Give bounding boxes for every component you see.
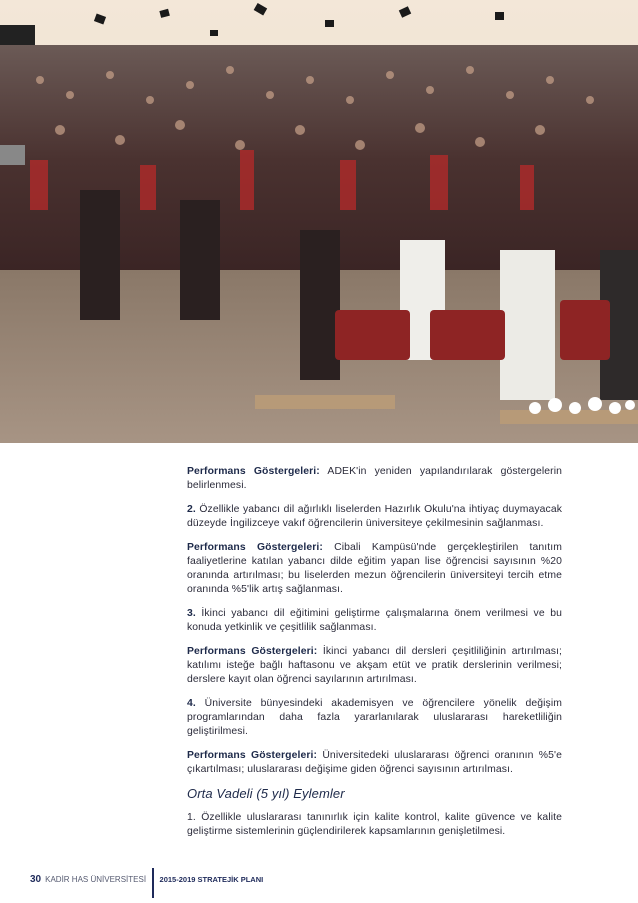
paragraph-lead: Performans Göstergeleri: bbox=[187, 542, 323, 553]
paragraph-lead: Performans Göstergeleri: bbox=[187, 466, 320, 477]
ceremony-photo bbox=[0, 0, 638, 443]
paragraph-text: İkinci yabancı dil dersleri çeşitliliğinin artırılması; katılımı isteğe bağlı haftasonu ve akşam etüt ve pratik derslerinin verilmesi; derslere kayıt olan öğrenci sayılarının artırılması. bbox=[187, 646, 562, 685]
page-number: 30 bbox=[30, 873, 42, 885]
paragraph-text: Cibali Kampüsü'nde gerçekleştirilen tanıtım faaliyetlerine katılan yabancı dilde eğitim yapan lise öğrencisi sayısının %20 oranında artırılması; bu liselerden mezun öğrencilerin üniversiteyi tercih etme oranında %5'lik artış sağlanması. bbox=[187, 542, 562, 595]
graduation-ceremony-image bbox=[0, 0, 638, 443]
final-paragraph: 1. Özellikle uluslararası tanınırlık için kalite kontrol, kalite güvence ve kalite geliştirme sistemlerinin güçlendirilerek kapsamlarının genişletilmesi. bbox=[187, 812, 562, 837]
paragraph-1 bbox=[187, 465, 562, 493]
paragraph-lead: Performans Göstergeleri: bbox=[187, 646, 318, 657]
paragraph-5 bbox=[187, 645, 562, 687]
paragraph-lead: Performans Göstergeleri: bbox=[187, 750, 318, 761]
university-name: KADİR HAS ÜNİVERSİTESİ bbox=[45, 874, 147, 884]
section-heading: Orta Vadeli (5 yıl) Eylemler bbox=[187, 786, 345, 801]
body-text bbox=[187, 465, 562, 849]
paragraph-lead: 2. bbox=[187, 504, 196, 515]
paragraph-4 bbox=[187, 607, 562, 635]
paragraph-text: ADEK'in yeniden yapılandırılarak göstergelerin belirlenmesi. bbox=[187, 466, 562, 491]
paragraph-text: Özellikle yabancı dil ağırlıklı liselerden Hazırlık Okulu'na ihtiyaç duymayacak düzeyde İngilizceye vakıf öğrencilerin üniversiteye çekilmesinin sağlanması. bbox=[187, 504, 562, 529]
plan-title: 2015-2019 STRATEJİK PLANI bbox=[159, 874, 264, 884]
paragraph-3 bbox=[187, 541, 562, 597]
paragraph-2 bbox=[187, 503, 562, 531]
paragraph-text: İkinci yabancı dil eğitimini geliştirme çalışmalarına önem verilmesi ve bu konuda yetkinlik ve çeşitlilik sağlanması. bbox=[187, 608, 562, 633]
paragraph-text: Üniversitedeki uluslararası öğrenci oranının %5'e çıkartılması; uluslararası değişime giden öğrenci sayısının artırılması. bbox=[187, 750, 562, 775]
paragraph-7 bbox=[187, 749, 562, 777]
paragraph-text: Üniversite bünyesindeki akademisyen ve öğrencilere yönelik değişim programlarından daha fazla yararlanılarak uluslararası hareketliliğin geliştirilmesi. bbox=[187, 698, 562, 737]
paragraph-6 bbox=[187, 697, 562, 739]
paragraph-lead: 4. bbox=[187, 698, 196, 709]
paragraph-lead: 3. bbox=[187, 608, 196, 619]
page-footer bbox=[30, 872, 263, 886]
footer-divider bbox=[152, 868, 154, 898]
